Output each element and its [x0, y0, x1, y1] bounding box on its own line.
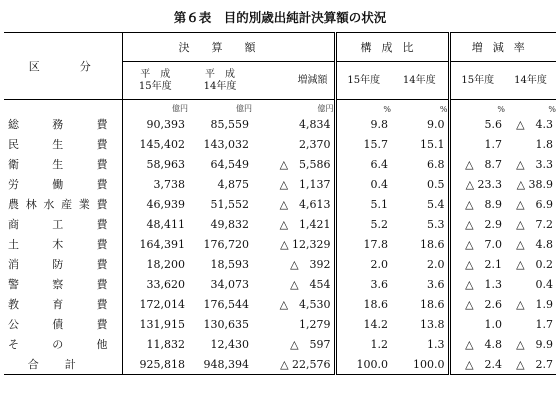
cell-diff: △ 597 — [290, 338, 331, 351]
unit-label: 億円 — [122, 100, 188, 115]
cell-fy14: 948,394 — [188, 354, 252, 375]
table-row — [4, 114, 556, 134]
cell-diff: △ 1,137 — [279, 178, 331, 191]
row-category: 農林水産業費 — [8, 198, 108, 211]
cell-rate14: 1.8 — [535, 137, 554, 151]
header-fy14: 平 成 14年度 — [188, 62, 252, 100]
cell-comp14: 13.8 — [420, 317, 445, 331]
cell-diff: △ 4,613 — [279, 198, 331, 211]
cell-fy15: 33,620 — [122, 274, 188, 294]
cell-comp14: 6.8 — [427, 157, 445, 171]
cell-rate15: △ 7.0 — [449, 234, 505, 254]
cell-rate14: △ 6.9 — [516, 198, 554, 211]
cell-diff: △ 12,329 — [280, 237, 331, 251]
cell-rate14: △ 0.2 — [516, 258, 554, 271]
cell-fy14: 12,430 — [210, 337, 249, 351]
cell-diff: △ 392 — [290, 258, 331, 271]
cell-comp15: 0.4 — [335, 174, 391, 194]
cell-rate15: 1.7 — [449, 134, 505, 154]
cell-fy15: 48,411 — [122, 214, 188, 234]
row-category: 警察費 — [8, 278, 108, 291]
cell-diff: △ 1,421 — [279, 218, 331, 231]
cell-fy14: 176,720 — [203, 237, 249, 251]
header-change-rate: 増減率 — [449, 33, 556, 62]
cell-rate14: △ 4.8 — [516, 238, 554, 251]
cell-comp14: 15.1 — [420, 137, 445, 151]
table-row — [4, 214, 556, 234]
cell-diff: △ 454 — [290, 278, 331, 291]
unit-label: 億円 — [252, 100, 335, 115]
unit-label: 億円 — [188, 100, 252, 115]
cell-comp15: 17.8 — [335, 234, 391, 254]
cell-fy15: 172,014 — [122, 294, 188, 314]
cell-fy15: 145,402 — [122, 134, 188, 154]
cell-comp14: 100.0 — [391, 354, 449, 375]
header-comp15: 15年度 — [335, 62, 391, 100]
header-fy15: 平 成 15年度 — [122, 62, 188, 100]
cell-rate15: △ 2.1 — [449, 254, 505, 274]
row-category: その他 — [8, 338, 108, 351]
cell-rate14: △ 9.9 — [516, 338, 554, 351]
cell-fy15: 925,818 — [122, 354, 188, 375]
cell-diff: 2,370 — [299, 137, 331, 151]
header-category: 区 分 — [4, 33, 122, 100]
table-row — [4, 334, 556, 354]
table-row — [4, 234, 556, 254]
cell-rate14: △ 1.9 — [516, 298, 554, 311]
cell-comp15: 6.4 — [335, 154, 391, 174]
cell-comp15: 3.6 — [335, 274, 391, 294]
cell-rate15: △ 4.8 — [449, 334, 505, 354]
cell-rate14: △ 2.7 — [505, 354, 556, 375]
cell-rate15: 5.6 — [449, 114, 505, 134]
cell-rate15: △ 8.7 — [449, 154, 505, 174]
row-category: 労働費 — [8, 178, 108, 191]
cell-diff: 1,279 — [299, 317, 331, 331]
cell-comp14: 1.3 — [427, 337, 445, 351]
cell-rate15: △ 2.6 — [449, 294, 505, 314]
unit-label: % — [505, 100, 556, 115]
unit-label: % — [335, 100, 391, 115]
cell-comp15: 1.2 — [335, 334, 391, 354]
header-rate15: 15年度 — [449, 62, 505, 100]
cell-comp14: 5.3 — [427, 217, 445, 231]
row-category: 教育費 — [8, 298, 108, 311]
cell-comp14: 0.5 — [427, 177, 445, 191]
cell-comp15: 100.0 — [335, 354, 391, 375]
cell-fy14: 143,032 — [203, 137, 249, 151]
unit-label: % — [449, 100, 505, 115]
row-category: 総務費 — [8, 118, 108, 131]
cell-comp14: 9.0 — [427, 117, 445, 131]
row-category: 土木費 — [8, 238, 108, 251]
table-row — [4, 254, 556, 274]
cell-comp15: 9.8 — [335, 114, 391, 134]
header-comp14: 14年度 — [391, 62, 449, 100]
cell-fy15: 11,832 — [122, 334, 188, 354]
cell-comp15: 5.2 — [335, 214, 391, 234]
cell-fy14: 51,552 — [210, 197, 249, 211]
cell-diff: △ 5,586 — [279, 158, 331, 171]
row-category: 消防費 — [8, 258, 108, 271]
table-row — [4, 174, 556, 194]
cell-fy14: 64,549 — [210, 157, 249, 171]
total-row — [4, 354, 556, 375]
cell-rate15: △ 2.9 — [449, 214, 505, 234]
row-category: 衛生費 — [8, 158, 108, 171]
table-title: 第６表 目的別歳出純計決算額の状況 — [173, 10, 387, 25]
cell-fy15: 18,200 — [122, 254, 188, 274]
cell-comp15: 18.6 — [335, 294, 391, 314]
cell-fy14: 49,832 — [210, 217, 249, 231]
cell-fy14: 34,073 — [210, 277, 249, 291]
cell-rate14: △ 3.3 — [516, 158, 554, 171]
cell-diff: 4,834 — [299, 117, 331, 131]
cell-fy15: 131,915 — [122, 314, 188, 334]
cell-rate15: △ 8.9 — [449, 194, 505, 214]
cell-comp14: 18.6 — [420, 237, 445, 251]
cell-fy14: 18,593 — [210, 257, 249, 271]
header-rate14: 14年度 — [505, 62, 556, 100]
cell-rate14: △ 4.3 — [516, 118, 554, 131]
cell-comp15: 15.7 — [335, 134, 391, 154]
row-category: 公債費 — [8, 318, 108, 331]
table-row — [4, 194, 556, 214]
cell-fy14: 85,559 — [210, 117, 249, 131]
cell-rate15: 1.0 — [449, 314, 505, 334]
cell-rate15: △ 23.3 — [449, 174, 505, 194]
cell-fy15: 164,391 — [122, 234, 188, 254]
cell-fy15: 3,738 — [122, 174, 188, 194]
cell-comp15: 14.2 — [335, 314, 391, 334]
cell-rate14: 0.4 — [535, 277, 554, 291]
cell-fy15: 90,393 — [122, 114, 188, 134]
cell-rate14: △ 38.9 — [516, 177, 554, 191]
cell-rate14: 1.7 — [535, 317, 554, 331]
table-row — [4, 154, 556, 174]
cell-fy14: 130,635 — [203, 317, 249, 331]
row-category: 民生費 — [8, 138, 108, 151]
cell-comp15: 2.0 — [335, 254, 391, 274]
cell-rate15: △ 2.4 — [449, 354, 505, 375]
row-category: 合計 — [4, 354, 122, 375]
unit-label: % — [391, 100, 449, 115]
table-row — [4, 134, 556, 154]
cell-fy14: 4,875 — [217, 177, 249, 191]
cell-comp14: 18.6 — [420, 297, 445, 311]
cell-fy15: 58,963 — [122, 154, 188, 174]
cell-comp14: 2.0 — [427, 257, 445, 271]
header-settlement: 決算額 — [122, 33, 335, 62]
header-composition: 構成比 — [335, 33, 449, 62]
table-row — [4, 314, 556, 334]
cell-diff: △ 4,530 — [279, 298, 331, 311]
table-row — [4, 274, 556, 294]
table-row — [4, 294, 556, 314]
cell-comp14: 3.6 — [427, 277, 445, 291]
cell-comp14: 5.4 — [427, 197, 445, 211]
row-category: 商工費 — [8, 218, 108, 231]
header-diff: 増減額 — [252, 62, 335, 100]
cell-rate14: △ 7.2 — [516, 218, 554, 231]
cell-comp15: 5.1 — [335, 194, 391, 214]
cell-fy15: 46,939 — [122, 194, 188, 214]
cell-rate15: △ 1.3 — [449, 274, 505, 294]
units-row — [4, 100, 556, 115]
cell-diff: △ 22,576 — [252, 354, 335, 375]
cell-fy14: 176,544 — [203, 297, 249, 311]
expenditure-table — [4, 32, 556, 375]
